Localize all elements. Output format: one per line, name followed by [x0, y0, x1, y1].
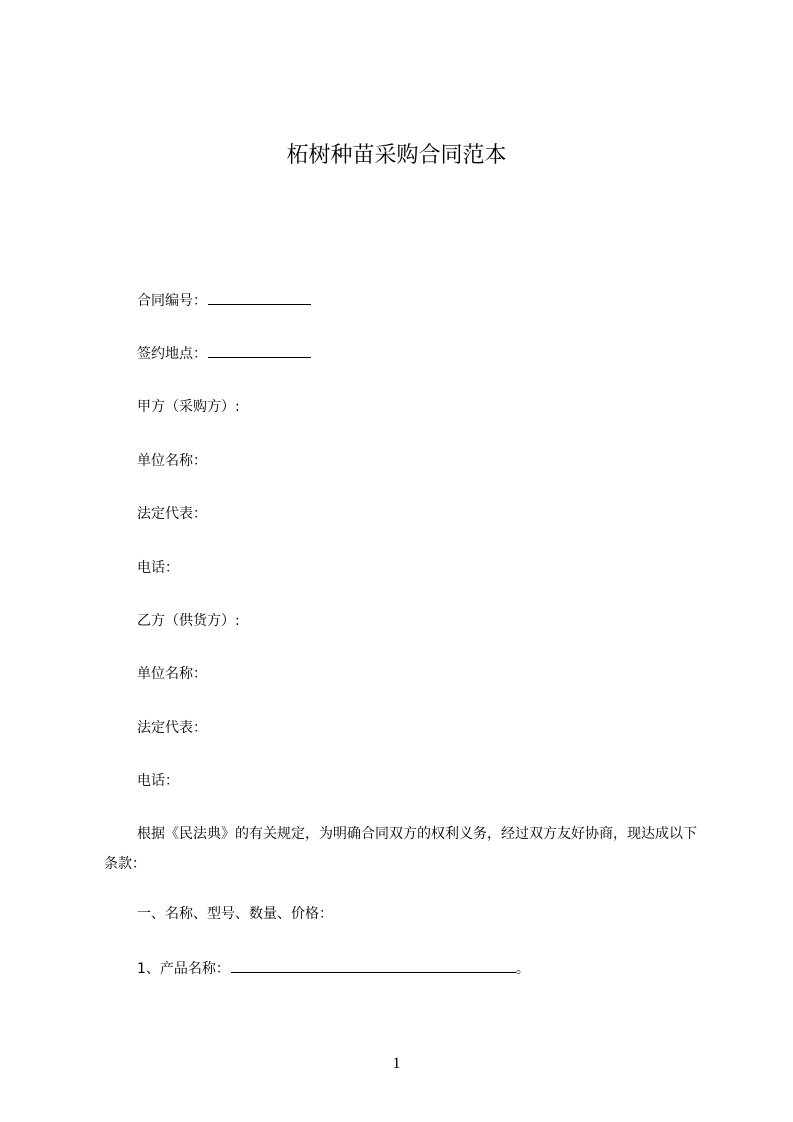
party-a-unit-label: 单位名称： — [137, 453, 207, 469]
product-name-blank[interactable] — [231, 958, 516, 973]
contract-number-blank[interactable] — [208, 290, 311, 305]
party-b-heading: 乙方（供货方）: — [137, 613, 240, 629]
section-1-heading: 一、名称、型号、数量、价格： — [137, 906, 333, 922]
page-number: 1 — [392, 1055, 401, 1072]
contract-number-label: 合同编号： — [137, 293, 207, 309]
party-b-representative-label: 法定代表： — [137, 720, 207, 736]
party-b-unit-label: 单位名称： — [137, 666, 207, 682]
party-a-representative-label: 法定代表： — [137, 506, 207, 522]
party-b-phone-label: 电话： — [137, 773, 179, 789]
party-a-heading: 甲方（采购方）: — [137, 399, 240, 415]
party-a-phone-label: 电话： — [137, 560, 179, 576]
product-name-label: 1、产品名称： — [137, 961, 230, 977]
intro-paragraph: 根据《民法典》的有关规定，为明确合同双方的权利义务，经过双方友好协商，现达成以下条款： — [104, 826, 697, 872]
document-title: 柘树种苗采购合同范本 — [286, 143, 507, 168]
sign-place-label: 签约地点： — [137, 346, 207, 362]
contract-number-line — [137, 290, 311, 311]
sign-place-blank[interactable] — [208, 343, 311, 358]
sign-place-line — [137, 343, 311, 364]
item-1-suffix: 。 — [515, 961, 530, 977]
item-1-line — [137, 958, 530, 979]
